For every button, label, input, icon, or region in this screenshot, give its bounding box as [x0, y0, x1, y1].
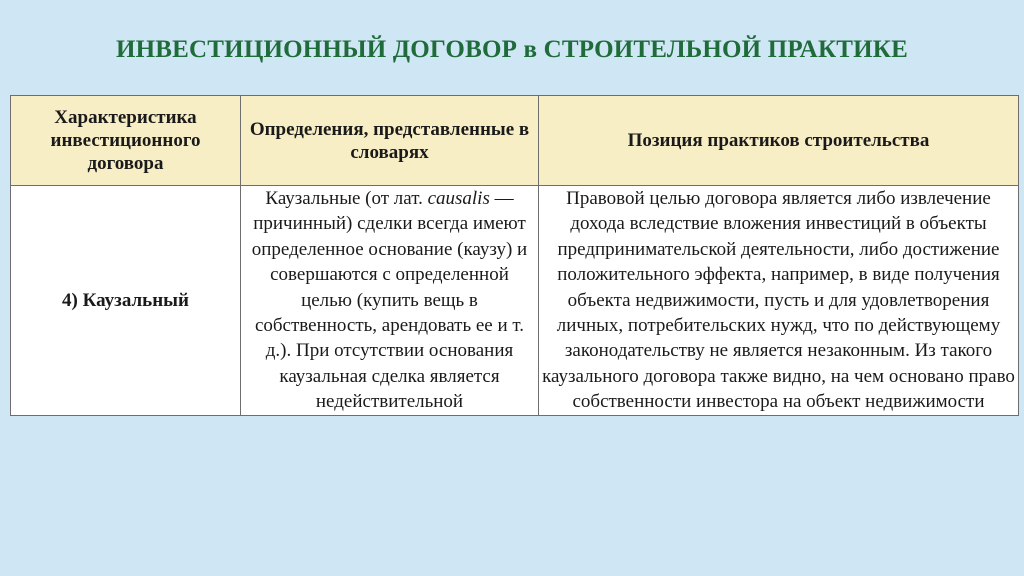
table-row	[11, 186, 1019, 416]
characteristic-cell: 4) Каузальный	[11, 186, 241, 416]
position-cell: Правовой целью договора является либо извлечение дохода вследствие вложения инвестиций в объекты предпринимательской деятельности, либо достижение положительного эффекта, например, в виде получения объекта недвижимости, пусть и для удовлетворения личных, потребительских нужд, что по действующему законодательству не является незаконным. Из такого каузального договора также видно, на чем основано право собственности инвестора на объект недвижимости	[539, 186, 1019, 416]
header-practitioners-position: Позиция практиков строительства	[539, 96, 1019, 186]
header-characteristic: Характеристика инвестиционного договора	[11, 96, 241, 186]
definition-text-start: Каузальные (от лат.	[265, 188, 428, 209]
definition-text-end: — причинный) сделки всегда имеют определенное основание (каузу) и совершаются с определенной целью (купить вещь в собственность, арендовать ее и т. д.). При отсутствии основания каузальная сделка является недействительной	[251, 188, 528, 413]
table-header-row	[11, 96, 1019, 186]
comparison-table	[10, 95, 1019, 416]
definition-latin-term: causalis	[427, 188, 490, 209]
slide-title: ИНВЕСТИЦИОННЫЙ ДОГОВОР в СТРОИТЕЛЬНОЙ ПРАКТИКЕ	[116, 36, 908, 63]
header-definitions: Определения, представленные в словарях	[241, 96, 539, 186]
definition-cell	[241, 186, 539, 416]
